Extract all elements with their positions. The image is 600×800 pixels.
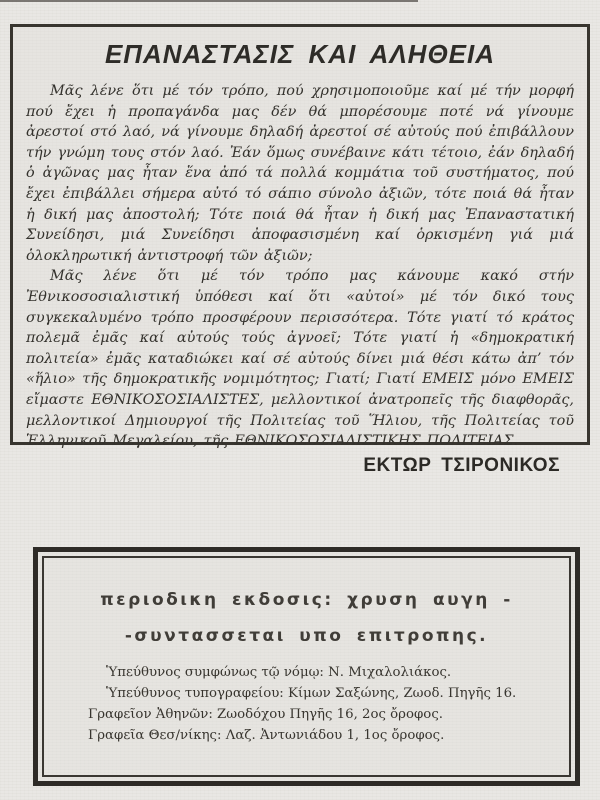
article-paragraph-1: Μᾶς λένε ὅτι μέ τόν τρόπο, πού χρησιμοποιοῦμε καί μέ τήν μορφή πού ἔχει ἡ προπαγάνδα μας δέν θά μπορέσουμε ποτέ νά γίνουμε ἀρεστοί στό λαό, νά γίνουμε δηλαδή ἀρεστοί σέ αὐτούς πού ἐπιβάλλουν τήν γνώμη τους στόν λαό. Ἐάν ὅμως συνέβαινε κάτι τέτοιο, ἐάν δηλαδή ὁ ἀγῶνας μας ἦταν ἕνα ἀπό τά πολλά κομμάτια τοῦ συστήματος, πού ἔχει ἐπιβάλλει σήμερα αὐτό τό σάπιο σύνολο ἀξιῶν, τότε ποιά θά ἦταν ἡ δική μας ἀποστολή; Τότε ποιά θά ἦταν ἡ δική μας Ἐπαναστατική Συνείδησι, μιά Συνείδησι ἀποφασισμένη καί ὁρκισμένη γιά μιά ὁλοκληρωτική ἀντιστροφή τῶν ἀξιῶν; [26, 83, 574, 264]
article-box [10, 24, 590, 476]
scan-edge-artifact [0, 0, 418, 2]
imprint-details [44, 660, 569, 746]
article-paragraph-2: Μᾶς λένε ὅτι μέ τόν τρόπο μας κάνουμε κακό στήν Ἐθνικοσοσιαλιστική ὑπόθεσι καί ὅτι «αὐτοί» μέ τόν δικό τους συγκεκαλυμένο τρόπο προσφέρουν περισσότερα. Τότε γιατί τό κράτος πολεμᾶ ἐμᾶς καί αὐτούς τούς ἀγνοεῖ; Τότε γιατί ἡ «δημοκρατική πολιτεία» ἐμᾶς καταδιώκει καί σέ αὐτούς δίνει μιά θέσι κάτω ἀπ’ τόν «ἥλιο» τῆς δημοκρατικῆς νομιμότητος; Γιατί; Γιατί ΕΜΕΙΣ μόνο ΕΜΕΙΣ εἴμαστε ΕΘΝΙΚΟΣΟΣΙΑΛΙΣΤΕΣ, μελλοντικοί ἀνατροπεῖς τῆς διαφθορᾶς, μελλοντικοί Δημιουργοί τῆς Πολιτείας τοῦ Ἥλιου, τῆς Πολιτείας τοῦ Ἑλληνικοῦ Μεγαλείου, τῆς ΕΘΝΙΚΟΣΟΣΙΑΛΙΣΤΙΚΗΣ ΠΟΛΙΤΕΙΑΣ. [26, 268, 574, 450]
article-signature: ΕΚΤΩΡ ΤΣΙΡΟΝΙΚΟΣ [363, 454, 560, 476]
imprint-heading-line-2: -συντασσεται υπο επιτροπης. [124, 626, 489, 646]
imprint-heading-line-1: περιοδικη εκδοσις: χρυση αυγη - [100, 590, 513, 610]
article-title: ΕΠΑΝΑΣΤΑΣΙΣ ΚΑΙ ΑΛΗΘΕΙΑ [104, 39, 496, 69]
imprint-inner-border [42, 556, 571, 777]
imprint-line-athens-office: Γραφεῖον Ἀθηνῶν: Ζωοδόχου Πηγῆς 16, 2ος ὄροφος. [88, 707, 443, 722]
imprint-line-legal-responsible: Ὑπεύθυνος συμφώνως τῷ νόμῳ: Ν. Μιχαλολιάκος. [106, 665, 452, 680]
imprint-box [33, 547, 580, 786]
imprint-line-thessaloniki-office: Γραφεῖα Θεσ/νίκης: Λαζ. Ἀντωνιάδου 1, 1ος ὄροφος. [88, 728, 445, 743]
imprint-line-print-shop: Ὑπεύθυνος τυπογραφείου: Κίμων Σαξώνης, Ζωοδ. Πηγῆς 16. [106, 686, 517, 701]
